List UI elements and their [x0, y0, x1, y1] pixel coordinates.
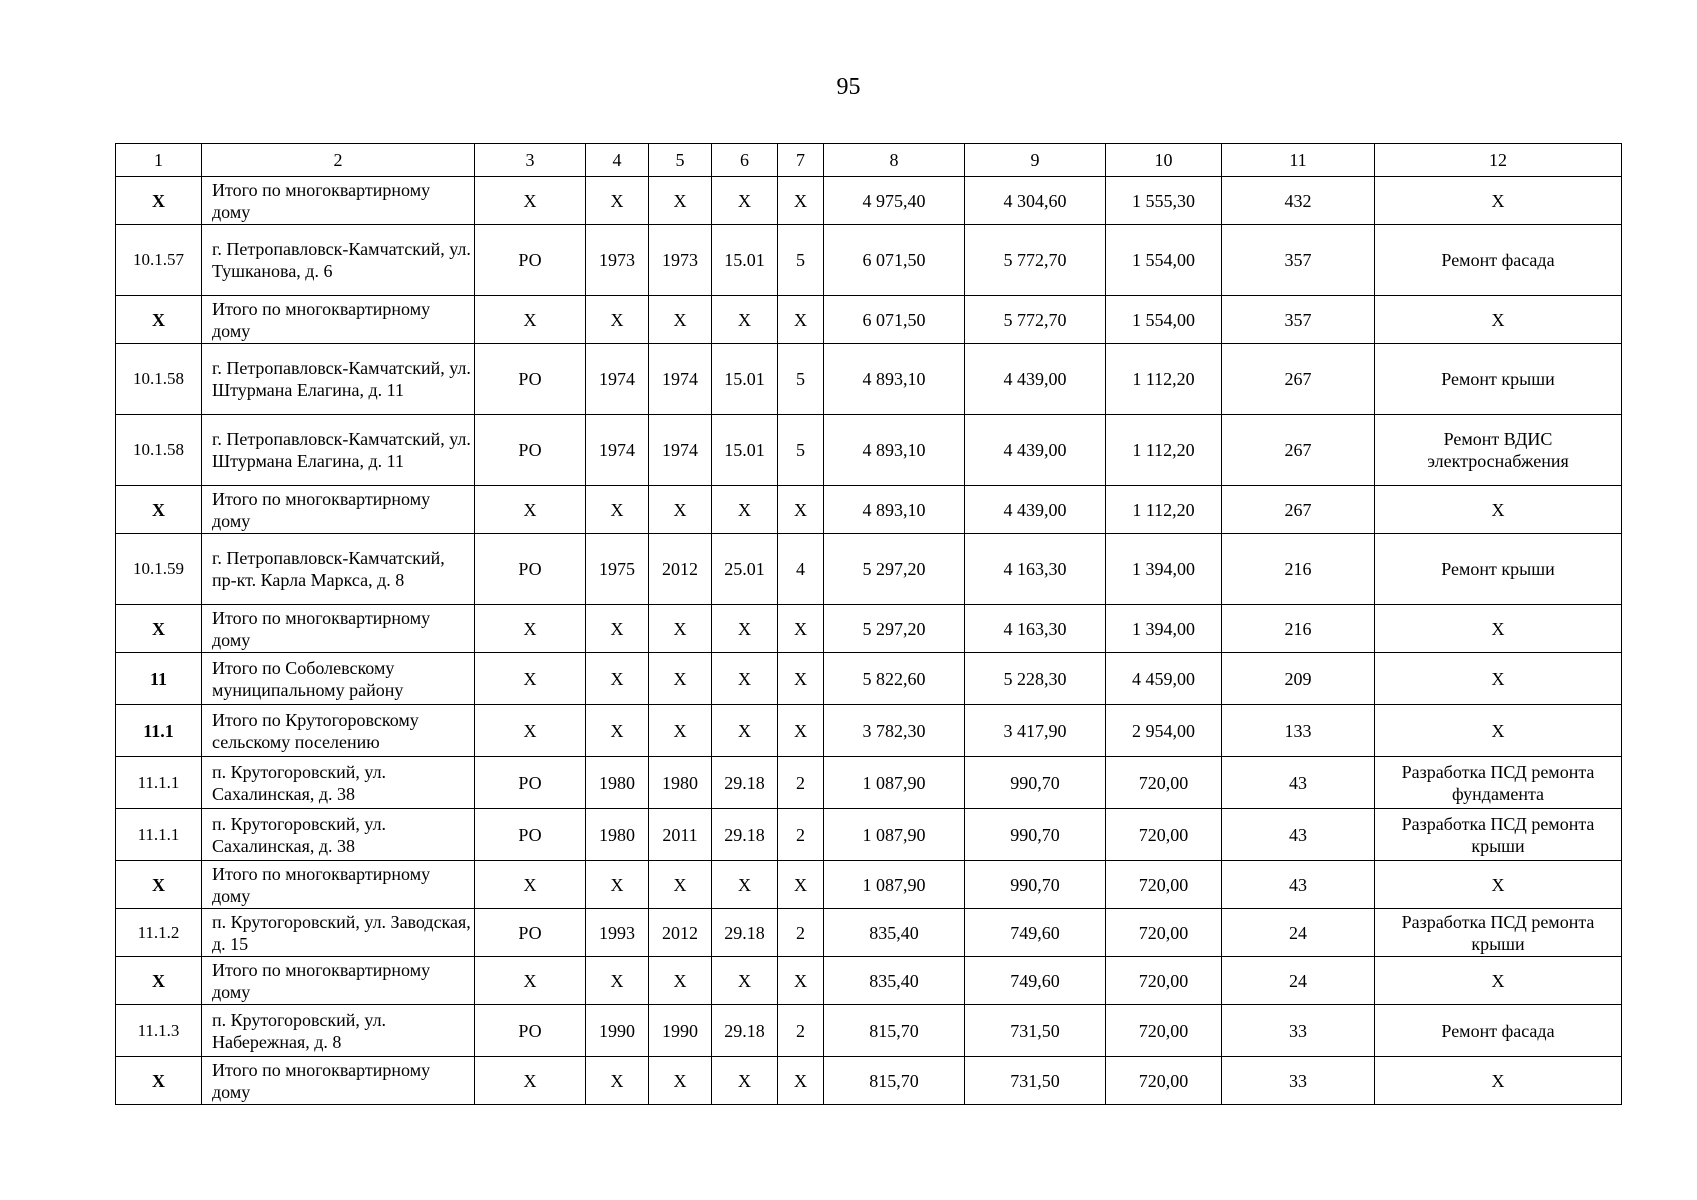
- row-address: Итого по многоквартирному дому: [202, 1057, 475, 1105]
- row-cell: РО: [475, 225, 586, 296]
- row-work-type: Ремонт ВДИС электроснабжения: [1375, 415, 1622, 486]
- row-cell: 815,70: [824, 1057, 965, 1105]
- row-cell: X: [586, 957, 649, 1005]
- row-cell: 1993: [586, 909, 649, 957]
- row-cell: 1 394,00: [1106, 534, 1222, 605]
- row-cell: 1973: [586, 225, 649, 296]
- row-cell: 1974: [586, 415, 649, 486]
- row-cell: X: [649, 653, 712, 705]
- column-header: 8: [824, 144, 965, 177]
- row-cell: 990,70: [965, 757, 1106, 809]
- row-work-type: X: [1375, 605, 1622, 653]
- row-cell: X: [475, 653, 586, 705]
- column-header: 6: [712, 144, 778, 177]
- row-cell: X: [778, 957, 824, 1005]
- row-cell: 357: [1222, 225, 1375, 296]
- row-cell: X: [649, 296, 712, 344]
- column-header: 7: [778, 144, 824, 177]
- row-cell: X: [778, 861, 824, 909]
- row-code: X: [116, 957, 202, 1005]
- row-cell: 720,00: [1106, 809, 1222, 861]
- row-work-type: X: [1375, 653, 1622, 705]
- row-address: п. Крутогоровский, ул. Заводская, д. 15: [202, 909, 475, 957]
- header-row: [116, 144, 1622, 177]
- row-cell: 1 554,00: [1106, 296, 1222, 344]
- row-code: 11.1.2: [116, 909, 202, 957]
- table-row: [116, 653, 1622, 705]
- row-address: Итого по многоквартирному дому: [202, 296, 475, 344]
- row-code: X: [116, 861, 202, 909]
- row-cell: 1 555,30: [1106, 177, 1222, 225]
- row-code: 10.1.58: [116, 344, 202, 415]
- row-cell: X: [712, 177, 778, 225]
- table-row: [116, 861, 1622, 909]
- row-cell: 4 893,10: [824, 415, 965, 486]
- row-cell: РО: [475, 1005, 586, 1057]
- row-cell: 5 297,20: [824, 534, 965, 605]
- row-cell: 4: [778, 534, 824, 605]
- row-cell: 4 439,00: [965, 486, 1106, 534]
- row-cell: 5 228,30: [965, 653, 1106, 705]
- row-cell: X: [778, 296, 824, 344]
- row-cell: X: [586, 705, 649, 757]
- row-cell: 24: [1222, 909, 1375, 957]
- row-cell: 6 071,50: [824, 296, 965, 344]
- row-cell: 2 954,00: [1106, 705, 1222, 757]
- row-code: 10.1.59: [116, 534, 202, 605]
- row-cell: X: [712, 1057, 778, 1105]
- row-address: г. Петропавловск-Камчатский, ул. Штурмана Елагина, д. 11: [202, 344, 475, 415]
- row-cell: X: [649, 957, 712, 1005]
- row-cell: 2: [778, 909, 824, 957]
- row-cell: 731,50: [965, 1005, 1106, 1057]
- row-code: X: [116, 1057, 202, 1105]
- page-number: 95: [836, 74, 861, 100]
- table-row: [116, 1057, 1622, 1105]
- row-cell: 5: [778, 344, 824, 415]
- table-row: [116, 225, 1622, 296]
- table-row: [116, 705, 1622, 757]
- row-cell: 1980: [586, 809, 649, 861]
- row-work-type: Разработка ПСД ремонта фундамента: [1375, 757, 1622, 809]
- row-work-type: X: [1375, 296, 1622, 344]
- row-cell: X: [649, 486, 712, 534]
- data-table: [115, 143, 1622, 1105]
- table-row: [116, 757, 1622, 809]
- row-cell: X: [778, 1057, 824, 1105]
- row-code: 10.1.57: [116, 225, 202, 296]
- row-cell: 1 554,00: [1106, 225, 1222, 296]
- row-cell: 990,70: [965, 861, 1106, 909]
- row-cell: 43: [1222, 861, 1375, 909]
- row-cell: 5: [778, 415, 824, 486]
- row-cell: 1 112,20: [1106, 486, 1222, 534]
- row-cell: 4 459,00: [1106, 653, 1222, 705]
- row-code: X: [116, 486, 202, 534]
- row-cell: X: [475, 957, 586, 1005]
- row-cell: 216: [1222, 534, 1375, 605]
- row-cell: 1974: [649, 344, 712, 415]
- row-cell: 43: [1222, 757, 1375, 809]
- row-code: 10.1.58: [116, 415, 202, 486]
- row-cell: 5 822,60: [824, 653, 965, 705]
- row-cell: 5: [778, 225, 824, 296]
- row-cell: X: [649, 1057, 712, 1105]
- row-cell: 1974: [586, 344, 649, 415]
- row-cell: 6 071,50: [824, 225, 965, 296]
- row-cell: 133: [1222, 705, 1375, 757]
- row-cell: X: [475, 861, 586, 909]
- row-cell: 29.18: [712, 757, 778, 809]
- row-cell: X: [649, 861, 712, 909]
- row-cell: 1 087,90: [824, 757, 965, 809]
- row-cell: X: [712, 605, 778, 653]
- row-address: Итого по многоквартирному дому: [202, 605, 475, 653]
- row-cell: X: [649, 605, 712, 653]
- row-address: г. Петропавловск-Камчатский, ул. Тушканова, д. 6: [202, 225, 475, 296]
- row-cell: 5 297,20: [824, 605, 965, 653]
- row-cell: 720,00: [1106, 1057, 1222, 1105]
- row-cell: 4 163,30: [965, 534, 1106, 605]
- row-code: 11.1.3: [116, 1005, 202, 1057]
- table-row: [116, 177, 1622, 225]
- row-cell: X: [712, 705, 778, 757]
- row-cell: 1 087,90: [824, 861, 965, 909]
- row-work-type: Ремонт фасада: [1375, 1005, 1622, 1057]
- row-cell: 4 893,10: [824, 486, 965, 534]
- table-row: [116, 809, 1622, 861]
- row-cell: РО: [475, 415, 586, 486]
- row-cell: X: [778, 486, 824, 534]
- row-cell: 4 975,40: [824, 177, 965, 225]
- row-cell: 4 439,00: [965, 344, 1106, 415]
- row-cell: 15.01: [712, 225, 778, 296]
- row-cell: 5 772,70: [965, 296, 1106, 344]
- row-cell: 29.18: [712, 1005, 778, 1057]
- row-cell: 33: [1222, 1005, 1375, 1057]
- row-cell: 432: [1222, 177, 1375, 225]
- row-address: Итого по многоквартирному дому: [202, 177, 475, 225]
- row-work-type: X: [1375, 486, 1622, 534]
- row-cell: X: [586, 653, 649, 705]
- row-address: Итого по Соболевскому муниципальному району: [202, 653, 475, 705]
- row-cell: 4 893,10: [824, 344, 965, 415]
- row-address: г. Петропавловск-Камчатский, пр-кт. Карла Маркса, д. 8: [202, 534, 475, 605]
- row-cell: 24: [1222, 957, 1375, 1005]
- row-cell: 1990: [586, 1005, 649, 1057]
- row-cell: X: [475, 486, 586, 534]
- row-cell: 357: [1222, 296, 1375, 344]
- row-cell: 1 112,20: [1106, 415, 1222, 486]
- row-code: X: [116, 296, 202, 344]
- column-header: 3: [475, 144, 586, 177]
- table-row: [116, 605, 1622, 653]
- row-cell: X: [712, 486, 778, 534]
- row-cell: 2: [778, 1005, 824, 1057]
- column-header: 11: [1222, 144, 1375, 177]
- row-cell: 1975: [586, 534, 649, 605]
- row-cell: 1980: [649, 757, 712, 809]
- column-header: 5: [649, 144, 712, 177]
- row-work-type: X: [1375, 861, 1622, 909]
- row-cell: 1973: [649, 225, 712, 296]
- row-cell: X: [586, 605, 649, 653]
- row-address: Итого по многоквартирному дому: [202, 861, 475, 909]
- table-row: [116, 486, 1622, 534]
- row-cell: 749,60: [965, 909, 1106, 957]
- row-work-type: X: [1375, 705, 1622, 757]
- row-cell: 2: [778, 809, 824, 861]
- row-address: п. Крутогоровский, ул. Сахалинская, д. 38: [202, 757, 475, 809]
- row-cell: РО: [475, 909, 586, 957]
- row-cell: 749,60: [965, 957, 1106, 1005]
- row-cell: 2011: [649, 809, 712, 861]
- row-cell: 4 304,60: [965, 177, 1106, 225]
- row-cell: X: [778, 177, 824, 225]
- row-cell: X: [586, 1057, 649, 1105]
- row-cell: X: [712, 957, 778, 1005]
- row-cell: 1 112,20: [1106, 344, 1222, 415]
- row-cell: X: [649, 705, 712, 757]
- row-cell: 815,70: [824, 1005, 965, 1057]
- row-cell: 1 394,00: [1106, 605, 1222, 653]
- row-work-type: X: [1375, 957, 1622, 1005]
- row-cell: X: [649, 177, 712, 225]
- table-row: [116, 534, 1622, 605]
- row-work-type: Ремонт крыши: [1375, 344, 1622, 415]
- row-cell: 5 772,70: [965, 225, 1106, 296]
- row-work-type: X: [1375, 177, 1622, 225]
- row-code: 11: [116, 653, 202, 705]
- row-cell: 720,00: [1106, 861, 1222, 909]
- row-cell: 33: [1222, 1057, 1375, 1105]
- row-cell: 43: [1222, 809, 1375, 861]
- row-cell: 267: [1222, 486, 1375, 534]
- row-cell: X: [475, 1057, 586, 1105]
- row-work-type: Разработка ПСД ремонта крыши: [1375, 809, 1622, 861]
- row-cell: X: [712, 296, 778, 344]
- row-address: г. Петропавловск-Камчатский, ул. Штурмана Елагина, д. 11: [202, 415, 475, 486]
- row-cell: 4 163,30: [965, 605, 1106, 653]
- column-header: 4: [586, 144, 649, 177]
- row-cell: 720,00: [1106, 957, 1222, 1005]
- row-address: п. Крутогоровский, ул. Сахалинская, д. 38: [202, 809, 475, 861]
- table-row: [116, 415, 1622, 486]
- row-cell: X: [586, 177, 649, 225]
- row-code: X: [116, 605, 202, 653]
- column-header: 10: [1106, 144, 1222, 177]
- row-code: 11.1: [116, 705, 202, 757]
- row-cell: РО: [475, 534, 586, 605]
- row-address: Итого по Крутогоровскому сельскому поселению: [202, 705, 475, 757]
- row-cell: РО: [475, 344, 586, 415]
- row-cell: 2012: [649, 909, 712, 957]
- row-cell: 216: [1222, 605, 1375, 653]
- table-row: [116, 909, 1622, 957]
- row-cell: X: [712, 653, 778, 705]
- row-work-type: Ремонт фасада: [1375, 225, 1622, 296]
- row-cell: 720,00: [1106, 1005, 1222, 1057]
- row-cell: X: [475, 705, 586, 757]
- row-address: п. Крутогоровский, ул. Набережная, д. 8: [202, 1005, 475, 1057]
- row-cell: 2: [778, 757, 824, 809]
- row-cell: 3 782,30: [824, 705, 965, 757]
- table-row: [116, 957, 1622, 1005]
- row-code: 11.1.1: [116, 809, 202, 861]
- row-cell: РО: [475, 757, 586, 809]
- row-cell: 4 439,00: [965, 415, 1106, 486]
- row-cell: X: [778, 653, 824, 705]
- row-code: X: [116, 177, 202, 225]
- row-cell: X: [778, 705, 824, 757]
- row-cell: 15.01: [712, 415, 778, 486]
- column-header: 9: [965, 144, 1106, 177]
- row-cell: X: [475, 605, 586, 653]
- column-header: 2: [202, 144, 475, 177]
- row-work-type: X: [1375, 1057, 1622, 1105]
- row-cell: X: [475, 177, 586, 225]
- table-row: [116, 1005, 1622, 1057]
- row-cell: 29.18: [712, 809, 778, 861]
- row-cell: 267: [1222, 415, 1375, 486]
- row-cell: 1 087,90: [824, 809, 965, 861]
- row-cell: 720,00: [1106, 757, 1222, 809]
- row-code: 11.1.1: [116, 757, 202, 809]
- row-cell: 2012: [649, 534, 712, 605]
- table-row: [116, 344, 1622, 415]
- table-row: [116, 296, 1622, 344]
- row-cell: 990,70: [965, 809, 1106, 861]
- row-cell: X: [586, 486, 649, 534]
- row-cell: 835,40: [824, 909, 965, 957]
- row-cell: 25.01: [712, 534, 778, 605]
- column-header: 12: [1375, 144, 1622, 177]
- row-work-type: Ремонт крыши: [1375, 534, 1622, 605]
- row-work-type: Разработка ПСД ремонта крыши: [1375, 909, 1622, 957]
- row-cell: 267: [1222, 344, 1375, 415]
- row-cell: X: [586, 861, 649, 909]
- row-cell: 29.18: [712, 909, 778, 957]
- row-cell: 720,00: [1106, 909, 1222, 957]
- row-cell: 1974: [649, 415, 712, 486]
- row-cell: X: [778, 605, 824, 653]
- row-cell: X: [586, 296, 649, 344]
- row-cell: 1980: [586, 757, 649, 809]
- row-cell: X: [475, 296, 586, 344]
- row-cell: 3 417,90: [965, 705, 1106, 757]
- row-cell: 835,40: [824, 957, 965, 1005]
- row-address: Итого по многоквартирному дому: [202, 486, 475, 534]
- row-cell: 15.01: [712, 344, 778, 415]
- row-cell: X: [712, 861, 778, 909]
- column-header: 1: [116, 144, 202, 177]
- row-address: Итого по многоквартирному дому: [202, 957, 475, 1005]
- row-cell: 209: [1222, 653, 1375, 705]
- row-cell: 731,50: [965, 1057, 1106, 1105]
- row-cell: РО: [475, 809, 586, 861]
- row-cell: 1990: [649, 1005, 712, 1057]
